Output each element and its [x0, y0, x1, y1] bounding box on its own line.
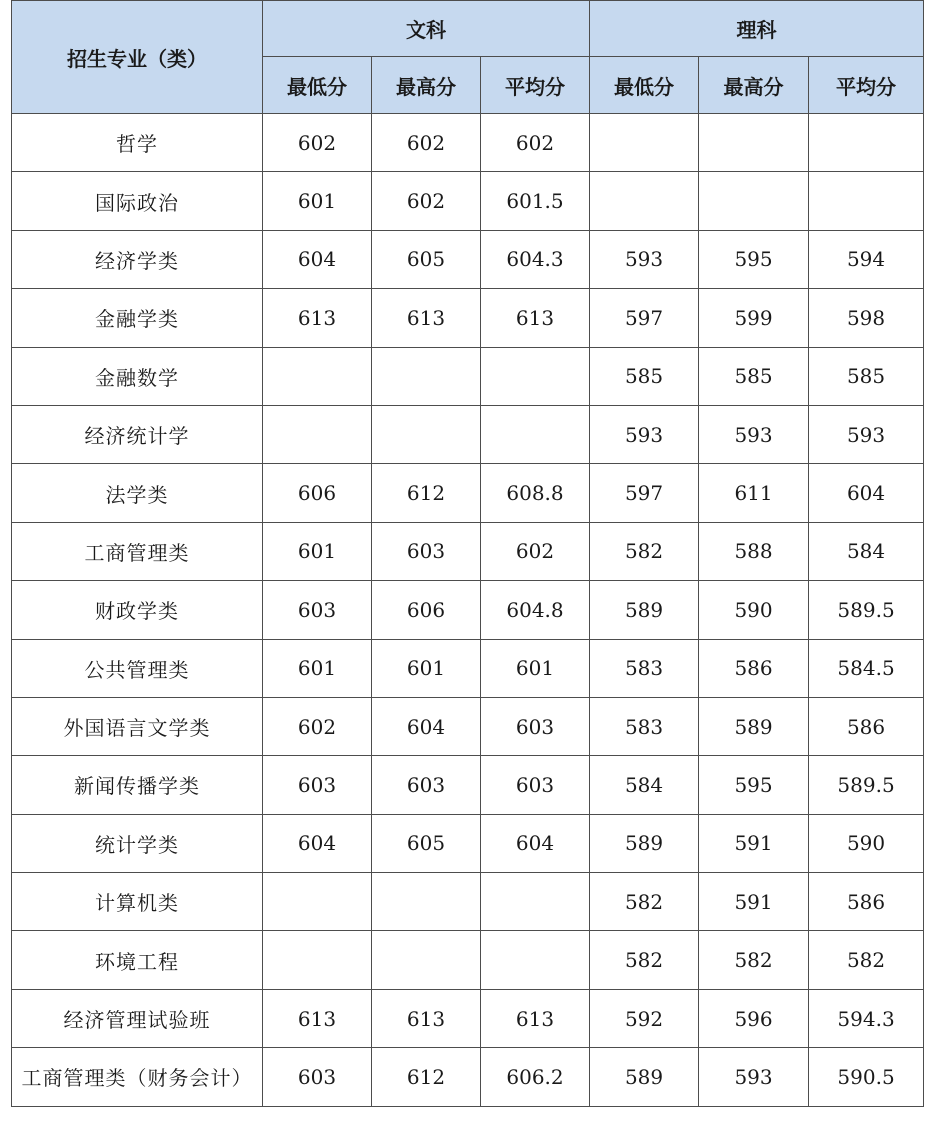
- like-max-cell: 588: [699, 522, 809, 580]
- wenke-min-cell: [263, 347, 372, 405]
- major-cell: 统计学类: [12, 814, 263, 872]
- header-like-avg: 平均分: [809, 57, 924, 114]
- like-max-cell: 595: [699, 230, 809, 288]
- wenke-avg-cell: 613: [481, 989, 590, 1047]
- wenke-min-cell: 613: [263, 989, 372, 1047]
- wenke-avg-cell: [481, 347, 590, 405]
- table-row: [12, 814, 924, 872]
- like-min-cell: 582: [590, 931, 699, 989]
- like-min-cell: 584: [590, 756, 699, 814]
- like-avg-cell: [809, 172, 924, 230]
- header-wenke-avg: 平均分: [481, 57, 590, 114]
- like-max-cell: 596: [699, 989, 809, 1047]
- wenke-avg-cell: 608.8: [481, 464, 590, 522]
- like-max-cell: 593: [699, 405, 809, 463]
- table-row: [12, 873, 924, 931]
- table-header: [12, 1, 924, 114]
- like-avg-cell: 582: [809, 931, 924, 989]
- like-max-cell: 593: [699, 1048, 809, 1106]
- like-avg-cell: 593: [809, 405, 924, 463]
- wenke-max-cell: 613: [372, 289, 481, 347]
- wenke-avg-cell: [481, 873, 590, 931]
- like-max-cell: 586: [699, 639, 809, 697]
- table-row: [12, 230, 924, 288]
- like-min-cell: 589: [590, 581, 699, 639]
- wenke-min-cell: 604: [263, 230, 372, 288]
- wenke-avg-cell: 604.3: [481, 230, 590, 288]
- like-avg-cell: 590.5: [809, 1048, 924, 1106]
- major-cell: 新闻传播学类: [12, 756, 263, 814]
- wenke-max-cell: 603: [372, 756, 481, 814]
- wenke-avg-cell: 601.5: [481, 172, 590, 230]
- wenke-min-cell: 601: [263, 522, 372, 580]
- like-avg-cell: 598: [809, 289, 924, 347]
- wenke-max-cell: 612: [372, 1048, 481, 1106]
- header-row-groups: [12, 1, 924, 57]
- major-cell: 工商管理类（财务会计）: [12, 1048, 263, 1106]
- major-cell: 国际政治: [12, 172, 263, 230]
- header-like-max: 最高分: [699, 57, 809, 114]
- wenke-min-cell: 603: [263, 581, 372, 639]
- table-row: [12, 639, 924, 697]
- major-cell: 财政学类: [12, 581, 263, 639]
- like-avg-cell: 586: [809, 697, 924, 755]
- wenke-avg-cell: [481, 931, 590, 989]
- like-avg-cell: 604: [809, 464, 924, 522]
- wenke-min-cell: 613: [263, 289, 372, 347]
- major-cell: 经济管理试验班: [12, 989, 263, 1047]
- wenke-min-cell: [263, 931, 372, 989]
- table-row: [12, 581, 924, 639]
- like-min-cell: 582: [590, 522, 699, 580]
- major-cell: 公共管理类: [12, 639, 263, 697]
- like-max-cell: 589: [699, 697, 809, 755]
- wenke-min-cell: 601: [263, 172, 372, 230]
- wenke-max-cell: 605: [372, 230, 481, 288]
- like-avg-cell: 586: [809, 873, 924, 931]
- table-body: [12, 114, 924, 1107]
- like-avg-cell: 584: [809, 522, 924, 580]
- wenke-min-cell: 603: [263, 756, 372, 814]
- like-min-cell: 597: [590, 464, 699, 522]
- major-cell: 环境工程: [12, 931, 263, 989]
- table-row: [12, 522, 924, 580]
- header-major: 招生专业（类）: [12, 1, 263, 114]
- header-wenke-min: 最低分: [263, 57, 372, 114]
- like-avg-cell: 590: [809, 814, 924, 872]
- major-cell: 法学类: [12, 464, 263, 522]
- wenke-max-cell: 603: [372, 522, 481, 580]
- wenke-min-cell: 606: [263, 464, 372, 522]
- like-max-cell: 590: [699, 581, 809, 639]
- table-row: [12, 289, 924, 347]
- wenke-avg-cell: 602: [481, 522, 590, 580]
- like-avg-cell: 594: [809, 230, 924, 288]
- like-min-cell: [590, 114, 699, 172]
- wenke-min-cell: [263, 873, 372, 931]
- major-cell: 计算机类: [12, 873, 263, 931]
- major-cell: 工商管理类: [12, 522, 263, 580]
- table-row: [12, 464, 924, 522]
- wenke-max-cell: 604: [372, 697, 481, 755]
- wenke-avg-cell: 604: [481, 814, 590, 872]
- like-max-cell: 582: [699, 931, 809, 989]
- wenke-max-cell: 602: [372, 172, 481, 230]
- wenke-min-cell: 602: [263, 697, 372, 755]
- wenke-max-cell: 612: [372, 464, 481, 522]
- wenke-min-cell: 601: [263, 639, 372, 697]
- wenke-avg-cell: [481, 405, 590, 463]
- like-max-cell: 611: [699, 464, 809, 522]
- like-avg-cell: 594.3: [809, 989, 924, 1047]
- header-wenke: 文科: [263, 1, 590, 57]
- like-min-cell: 597: [590, 289, 699, 347]
- like-min-cell: 583: [590, 639, 699, 697]
- major-cell: 经济学类: [12, 230, 263, 288]
- table-row: [12, 114, 924, 172]
- like-min-cell: 589: [590, 1048, 699, 1106]
- like-max-cell: 591: [699, 873, 809, 931]
- like-avg-cell: 585: [809, 347, 924, 405]
- wenke-max-cell: 605: [372, 814, 481, 872]
- major-cell: 金融数学: [12, 347, 263, 405]
- like-min-cell: 585: [590, 347, 699, 405]
- score-table: [11, 0, 924, 1107]
- wenke-avg-cell: 613: [481, 289, 590, 347]
- table-row: [12, 405, 924, 463]
- wenke-min-cell: 603: [263, 1048, 372, 1106]
- table-row: [12, 1048, 924, 1106]
- wenke-avg-cell: 603: [481, 756, 590, 814]
- wenke-min-cell: 602: [263, 114, 372, 172]
- wenke-max-cell: 602: [372, 114, 481, 172]
- table-row: [12, 989, 924, 1047]
- like-max-cell: 591: [699, 814, 809, 872]
- major-cell: 外国语言文学类: [12, 697, 263, 755]
- wenke-max-cell: [372, 873, 481, 931]
- wenke-min-cell: 604: [263, 814, 372, 872]
- table-row: [12, 756, 924, 814]
- wenke-max-cell: [372, 347, 481, 405]
- wenke-avg-cell: 602: [481, 114, 590, 172]
- wenke-max-cell: [372, 931, 481, 989]
- header-like-min: 最低分: [590, 57, 699, 114]
- like-max-cell: [699, 172, 809, 230]
- wenke-max-cell: 613: [372, 989, 481, 1047]
- like-avg-cell: [809, 114, 924, 172]
- wenke-avg-cell: 601: [481, 639, 590, 697]
- wenke-max-cell: 601: [372, 639, 481, 697]
- like-avg-cell: 589.5: [809, 581, 924, 639]
- header-like: 理科: [590, 1, 924, 57]
- like-avg-cell: 589.5: [809, 756, 924, 814]
- wenke-min-cell: [263, 405, 372, 463]
- like-min-cell: 593: [590, 405, 699, 463]
- like-min-cell: 593: [590, 230, 699, 288]
- like-min-cell: [590, 172, 699, 230]
- wenke-avg-cell: 603: [481, 697, 590, 755]
- like-max-cell: [699, 114, 809, 172]
- like-min-cell: 592: [590, 989, 699, 1047]
- table-row: [12, 347, 924, 405]
- wenke-avg-cell: 604.8: [481, 581, 590, 639]
- major-cell: 金融学类: [12, 289, 263, 347]
- like-min-cell: 583: [590, 697, 699, 755]
- like-min-cell: 589: [590, 814, 699, 872]
- wenke-avg-cell: 606.2: [481, 1048, 590, 1106]
- wenke-max-cell: [372, 405, 481, 463]
- table-row: [12, 697, 924, 755]
- major-cell: 哲学: [12, 114, 263, 172]
- major-cell: 经济统计学: [12, 405, 263, 463]
- wenke-max-cell: 606: [372, 581, 481, 639]
- like-avg-cell: 584.5: [809, 639, 924, 697]
- like-max-cell: 599: [699, 289, 809, 347]
- score-table-container: [11, 0, 924, 1107]
- like-max-cell: 585: [699, 347, 809, 405]
- table-row: [12, 931, 924, 989]
- like-min-cell: 582: [590, 873, 699, 931]
- table-row: [12, 172, 924, 230]
- header-wenke-max: 最高分: [372, 57, 481, 114]
- like-max-cell: 595: [699, 756, 809, 814]
